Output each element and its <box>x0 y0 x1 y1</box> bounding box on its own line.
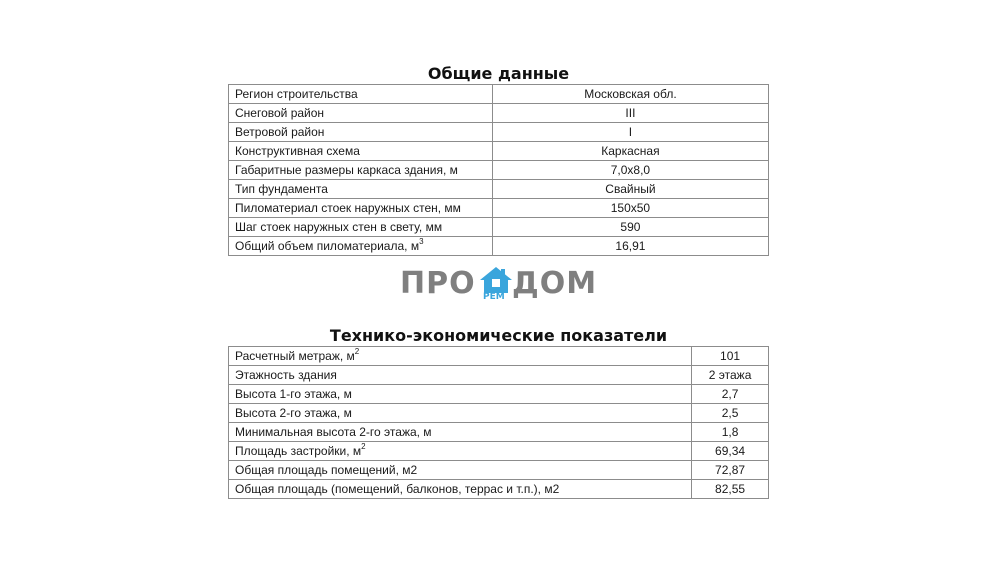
table-row <box>229 142 769 161</box>
row-label <box>229 442 692 461</box>
table-row <box>229 480 769 499</box>
row-value: 69,34 <box>692 442 769 461</box>
row-label: Ветровой район <box>229 123 493 142</box>
table-row <box>229 366 769 385</box>
table-row <box>229 123 769 142</box>
table-row <box>229 347 769 366</box>
row-value: 2 этажа <box>692 366 769 385</box>
row-value: 590 <box>492 218 768 237</box>
row-value: 7,0х8,0 <box>492 161 768 180</box>
table-row <box>229 404 769 423</box>
row-value: I <box>492 123 768 142</box>
row-value: 150х50 <box>492 199 768 218</box>
table-row <box>229 104 769 123</box>
row-label: Регион строительства <box>229 85 493 104</box>
logo-small-text: РЕМ <box>483 292 505 302</box>
unit-superscript: 2 <box>354 347 360 356</box>
row-label: Пиломатериал стоек наружных стен, мм <box>229 199 493 218</box>
row-value: 16,91 <box>492 237 768 256</box>
table-row <box>229 161 769 180</box>
table-row <box>229 461 769 480</box>
row-label: Тип фундамента <box>229 180 493 199</box>
logo-text-right: ДОМ <box>512 266 598 301</box>
row-value: 72,87 <box>692 461 769 480</box>
logo-text-left: ПРО <box>400 266 476 301</box>
row-value: Свайный <box>492 180 768 199</box>
row-label <box>229 347 692 366</box>
row-label: Снеговой район <box>229 104 493 123</box>
house-icon <box>479 266 513 294</box>
row-value: Каркасная <box>492 142 768 161</box>
unit-superscript: 3 <box>419 237 424 246</box>
row-value: 101 <box>692 347 769 366</box>
prorem-dom-logo <box>400 266 600 304</box>
row-label: Общая площадь помещений, м2 <box>229 461 692 480</box>
row-label-text: Расчетный метраж, м <box>235 349 355 363</box>
general-data-table <box>228 84 769 256</box>
table-row <box>229 237 769 256</box>
row-value: 1,8 <box>692 423 769 442</box>
table-row <box>229 85 769 104</box>
table-row <box>229 423 769 442</box>
row-value: 82,55 <box>692 480 769 499</box>
table-row <box>229 218 769 237</box>
row-label: Высота 2-го этажа, м <box>229 404 692 423</box>
table-row <box>229 385 769 404</box>
tech-economic-title: Технико-экономические показатели <box>329 326 668 345</box>
table-row <box>229 180 769 199</box>
row-label: Минимальная высота 2-го этажа, м <box>229 423 692 442</box>
row-label-text: Площадь застройки, м <box>235 444 362 458</box>
row-label-text: Общий объем пиломатериала, м <box>235 239 420 253</box>
row-value: III <box>492 104 768 123</box>
row-label: Этажность здания <box>229 366 692 385</box>
row-value: 2,7 <box>692 385 769 404</box>
row-label <box>229 237 493 256</box>
table-row <box>229 199 769 218</box>
row-label: Габаритные размеры каркаса здания, м <box>229 161 493 180</box>
row-label: Высота 1-го этажа, м <box>229 385 692 404</box>
row-label: Шаг стоек наружных стен в свету, мм <box>229 218 493 237</box>
row-value: Московская обл. <box>492 85 768 104</box>
row-label: Конструктивная схема <box>229 142 493 161</box>
tech-economic-table <box>228 346 769 499</box>
row-value: 2,5 <box>692 404 769 423</box>
general-data-title: Общие данные <box>427 64 570 83</box>
unit-superscript: 2 <box>361 442 366 451</box>
row-label: Общая площадь (помещений, балконов, террас и т.п.), м2 <box>229 480 692 499</box>
table-row <box>229 442 769 461</box>
